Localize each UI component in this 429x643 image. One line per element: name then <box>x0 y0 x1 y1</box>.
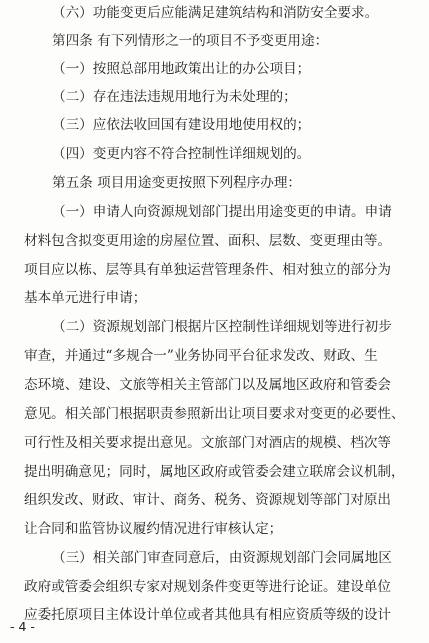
article-4-item-4: （四）变更内容不符合控制性详细规划的。 <box>52 146 311 162</box>
article-5-item-3-line-1: （三）相关部门审查同意后，由资源规划部门会同属地区 <box>52 550 392 566</box>
article-5-item-2-line-6: 提出明确意见；同时，属地区政府或管委会建立联席会议机制， <box>24 464 405 480</box>
article-5-item-2-line-5: 可行性及相关要求提出意见。文旅部门对酒店的规模、档次等 <box>24 435 392 451</box>
article-5-item-1-line-3: 项目应以栋、层等具有单独运营管理条件、相对独立的部分为 <box>24 262 392 278</box>
page-number: - 4 - <box>10 619 35 634</box>
article-5-item-2-line-4: 意见。相关部门根据职责参照新出让项目要求对变更的必要性、 <box>24 406 405 422</box>
article-4-item-1: （一）按照总部用地政策出让的办公项目； <box>52 61 311 77</box>
article-5-heading: 第五条 项目用途变更按照下列程序办理： <box>52 175 302 191</box>
article-5-item-2-line-3: 态环境、建设、文旅等相关主管部门以及属地区政府和管委会 <box>24 377 392 393</box>
article-5-item-1-line-2: 材料包含拟变更用途的房屋位置、面积、层数、变更理由等。 <box>24 233 392 249</box>
article-5-item-3-line-2: 政府或管委会组织专家对规划条件变更等进行论证。建设单位 <box>24 579 392 595</box>
article-5-item-2-line-7: 组织发改、财政、审计、商务、税务、资源规划等部门对原出 <box>24 492 392 508</box>
article-4-heading: 第四条 有下列情形之一的项目不予变更用途： <box>52 33 329 49</box>
article-4-item-3: （三）应依法收回国有建设用地使用权的； <box>52 117 311 133</box>
paragraph-line-1: （六）功能变更后应能满足建筑结构和消防安全要求。 <box>52 5 379 21</box>
article-4-item-2: （二）存在违法违规用地行为未处理的； <box>52 89 297 105</box>
article-5-item-1-line-1: （一）申请人向资源规划部门提出用途变更的申请。申请 <box>52 204 392 220</box>
article-5-item-3-line-3: 应委托原项目主体设计单位或者其他具有相应资质等级的设计 <box>24 607 392 623</box>
article-5-item-2-line-8: 让合同和监管协议履约情况进行审核认定； <box>24 521 283 537</box>
article-5-item-2-line-1: （二）资源规划部门根据片区控制性详细规划等进行初步 <box>52 319 392 335</box>
article-5-item-2-line-2: 审查，并通过“多规合一”业务协同平台征求发改、财政、生 <box>24 348 378 364</box>
article-5-item-1-line-4: 基本单元进行申请； <box>24 290 147 306</box>
